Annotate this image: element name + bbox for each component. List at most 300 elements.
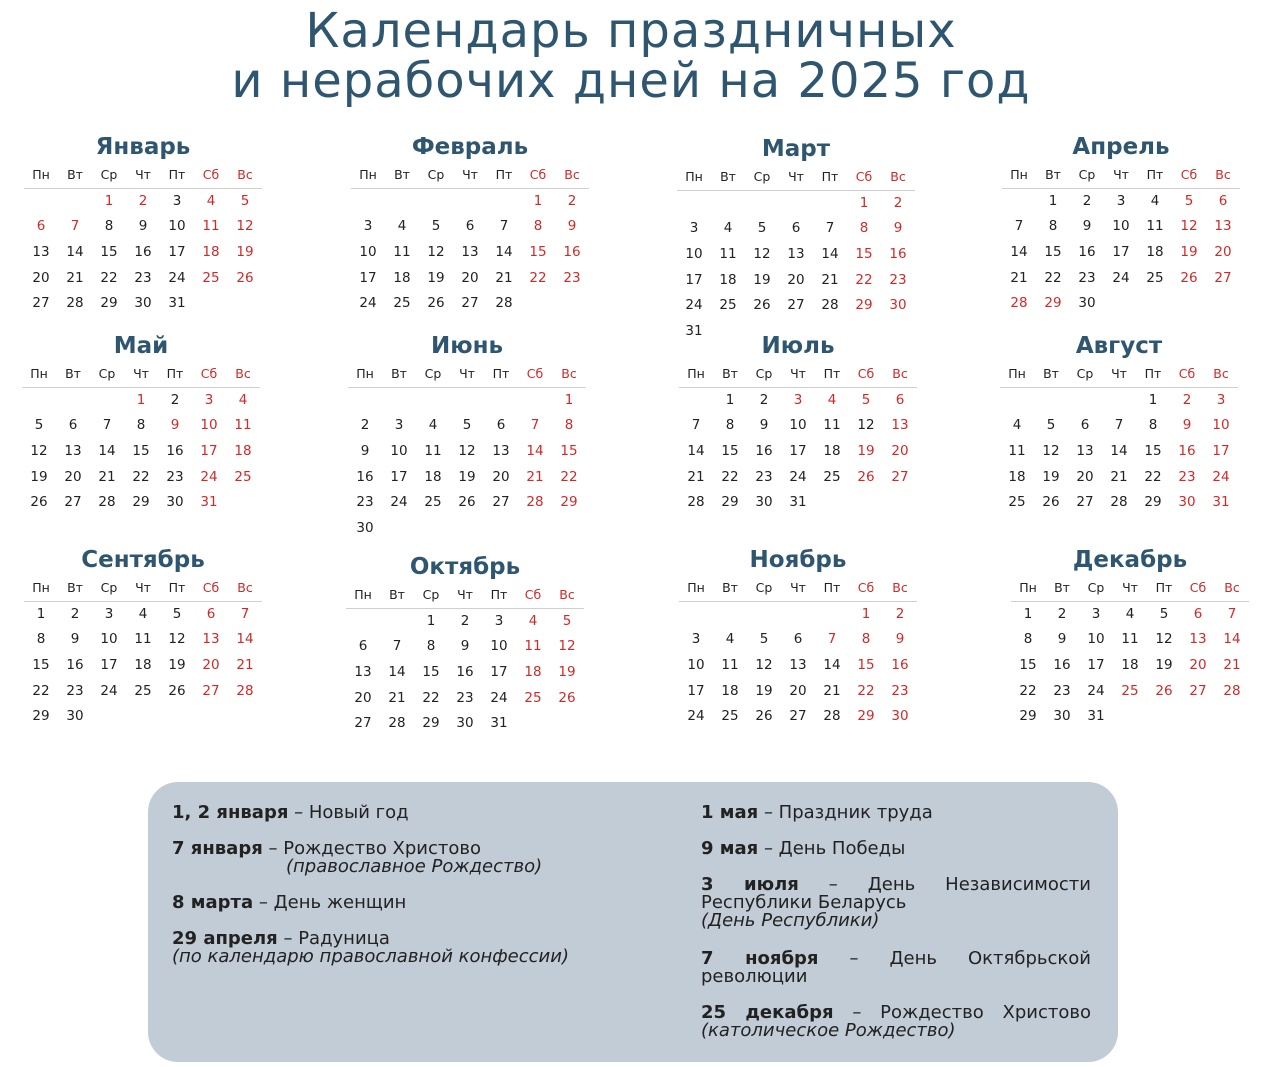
holiday-note: (католическое Рождество) xyxy=(701,1020,956,1041)
day-cell-holiday: 10 xyxy=(200,417,218,434)
day-cell: 31 xyxy=(168,295,186,312)
weekday-header: Вт xyxy=(713,361,747,388)
empty-cell xyxy=(1000,388,1034,414)
day-cell: 19 xyxy=(30,468,48,485)
day-cell: 28 xyxy=(1110,494,1128,511)
day-cell-holiday: 4 xyxy=(238,391,248,408)
empty-cell xyxy=(779,191,813,217)
day-cell: 31 xyxy=(1087,708,1105,725)
day-cell: 27 xyxy=(461,295,479,312)
day-cell-holiday: 26 xyxy=(1180,269,1198,286)
weekday-header: Пт xyxy=(482,582,516,609)
day-cell-holiday: 18 xyxy=(202,244,220,261)
day-cell-holiday: 16 xyxy=(1178,443,1196,460)
day-cell: 8 xyxy=(36,631,46,648)
day-cell-holiday: 24 xyxy=(200,468,218,485)
day-cell: 24 xyxy=(687,708,705,725)
empty-cell xyxy=(346,609,380,635)
page-title xyxy=(0,3,1262,109)
day-cell: 24 xyxy=(490,689,508,706)
day-cell: 23 xyxy=(166,468,184,485)
day-cell-holiday: 4 xyxy=(827,391,837,408)
day-cell: 14 xyxy=(1010,244,1028,261)
weekday-header: Вт xyxy=(1036,162,1070,189)
weekday-header: Пн xyxy=(1000,361,1034,388)
day-cell-holiday: 5 xyxy=(240,192,250,209)
day-cell-holiday: 13 xyxy=(891,417,909,434)
day-cell-holiday: 1 xyxy=(859,194,869,211)
day-cell-holiday: 9 xyxy=(893,220,903,237)
day-cell: 21 xyxy=(388,689,406,706)
day-cell: 18 xyxy=(719,271,737,288)
day-cell: 21 xyxy=(823,682,841,699)
day-cell: 7 xyxy=(691,417,701,434)
day-cell-holiday: 29 xyxy=(857,708,875,725)
day-cell: 3 xyxy=(104,605,114,622)
day-cell-holiday: 26 xyxy=(558,689,576,706)
day-cell-holiday: 7 xyxy=(240,605,250,622)
day-cell: 16 xyxy=(1078,244,1096,261)
day-cell-holiday: 14 xyxy=(526,443,544,460)
day-cell: 19 xyxy=(427,269,445,286)
day-cell-holiday: 12 xyxy=(1180,218,1198,235)
weekday-header: Пт xyxy=(1147,575,1181,602)
day-cell: 26 xyxy=(755,708,773,725)
day-cell: 5 xyxy=(172,605,182,622)
day-cell: 18 xyxy=(393,269,411,286)
month-october xyxy=(346,552,584,737)
day-cell: 12 xyxy=(1155,631,1173,648)
day-cell: 2 xyxy=(460,612,470,629)
weekday-header: Вс xyxy=(228,575,262,602)
day-cell: 20 xyxy=(64,468,82,485)
weekday-header: Вс xyxy=(881,164,915,191)
day-cell-holiday: 20 xyxy=(891,443,909,460)
day-cell-holiday: 8 xyxy=(564,417,574,434)
day-cell: 17 xyxy=(687,682,705,699)
day-cell: 19 xyxy=(458,468,476,485)
day-cell-holiday: 19 xyxy=(558,664,576,681)
day-cell: 25 xyxy=(823,468,841,485)
day-cell-holiday: 21 xyxy=(1223,657,1241,674)
day-cell: 6 xyxy=(358,638,368,655)
day-cell: 17 xyxy=(359,269,377,286)
day-cell: 3 xyxy=(1116,192,1126,209)
day-cell: 1 xyxy=(1048,192,1058,209)
holiday-date: 29 апреля xyxy=(172,928,278,949)
day-cell-holiday: 29 xyxy=(1044,295,1062,312)
day-cell: 10 xyxy=(168,218,186,235)
day-cell: 17 xyxy=(685,271,703,288)
day-cell: 15 xyxy=(422,664,440,681)
day-cell-holiday: 28 xyxy=(1010,295,1028,312)
day-cell: 11 xyxy=(1146,218,1164,235)
month-grid xyxy=(346,582,584,737)
month-name: Март xyxy=(761,136,831,162)
day-cell: 7 xyxy=(825,220,835,237)
weekday-header: Чт xyxy=(781,575,815,602)
day-cell: 4 xyxy=(428,417,438,434)
day-cell: 11 xyxy=(719,246,737,263)
day-cell: 15 xyxy=(1144,443,1162,460)
day-cell: 27 xyxy=(32,295,50,312)
weekday-header: Сб xyxy=(1172,162,1206,189)
day-cell-holiday: 28 xyxy=(526,494,544,511)
holiday-date: 1 мая xyxy=(701,802,759,823)
day-cell: 4 xyxy=(138,605,148,622)
day-cell-holiday: 7 xyxy=(70,218,80,235)
empty-cell xyxy=(382,388,416,414)
day-cell-holiday: 27 xyxy=(202,682,220,699)
day-cell-holiday: 25 xyxy=(1121,682,1139,699)
day-cell: 23 xyxy=(456,689,474,706)
day-cell: 9 xyxy=(70,631,80,648)
weekday-header: Сб xyxy=(1170,361,1204,388)
weekday-header: Сб xyxy=(847,164,881,191)
day-cell: 22 xyxy=(1019,682,1037,699)
day-cell-holiday: 27 xyxy=(891,468,909,485)
day-cell: 14 xyxy=(66,244,84,261)
day-cell: 26 xyxy=(30,494,48,511)
weekday-header: Ср xyxy=(92,575,126,602)
day-cell: 2 xyxy=(759,391,769,408)
weekday-header: Сб xyxy=(521,162,555,189)
empty-cell xyxy=(813,191,847,217)
holiday-text: – День Независимости xyxy=(828,874,1091,895)
day-cell-holiday: 11 xyxy=(234,417,252,434)
weekday-header: Сб xyxy=(1181,575,1215,602)
day-cell: 23 xyxy=(134,269,152,286)
day-cell: 4 xyxy=(1012,417,1022,434)
day-cell: 24 xyxy=(1112,269,1130,286)
day-cell: 10 xyxy=(1112,218,1130,235)
day-cell: 10 xyxy=(490,638,508,655)
day-cell: 26 xyxy=(427,295,445,312)
weekday-header: Пт xyxy=(1138,162,1172,189)
day-cell: 22 xyxy=(422,689,440,706)
month-december xyxy=(1011,545,1249,730)
day-cell: 23 xyxy=(356,494,374,511)
day-cell: 27 xyxy=(64,494,82,511)
day-cell: 24 xyxy=(1087,682,1105,699)
empty-cell xyxy=(24,189,58,215)
month-grid xyxy=(1011,575,1249,730)
holiday-womens-day xyxy=(172,894,642,912)
day-cell-holiday: 3 xyxy=(204,391,214,408)
day-cell: 25 xyxy=(1008,494,1026,511)
empty-cell xyxy=(484,388,518,414)
weekday-header: Вс xyxy=(552,361,586,388)
empty-cell xyxy=(713,602,747,628)
weekday-header: Чт xyxy=(453,162,487,189)
day-cell: 30 xyxy=(1053,708,1071,725)
day-cell: 12 xyxy=(753,246,771,263)
month-grid xyxy=(348,361,586,542)
day-cell: 15 xyxy=(721,443,739,460)
day-cell: 19 xyxy=(755,682,773,699)
day-cell: 5 xyxy=(431,218,441,235)
day-cell-holiday: 22 xyxy=(560,468,578,485)
day-cell: 2 xyxy=(170,391,180,408)
holiday-october-revolution xyxy=(701,950,1091,986)
day-cell: 11 xyxy=(1008,443,1026,460)
day-cell-holiday: 15 xyxy=(857,657,875,674)
day-cell-holiday: 20 xyxy=(202,657,220,674)
holiday-text: – Рождество Христово xyxy=(852,1002,1091,1023)
weekday-header: Ср xyxy=(747,575,781,602)
weekday-header: Ср xyxy=(92,162,126,189)
day-cell-holiday: 1 xyxy=(533,192,543,209)
day-cell: 19 xyxy=(1155,657,1173,674)
weekday-header: Вт xyxy=(1034,361,1068,388)
day-cell: 23 xyxy=(755,468,773,485)
month-name: Сентябрь xyxy=(81,547,205,573)
day-cell: 10 xyxy=(1087,631,1105,648)
empty-cell xyxy=(416,388,450,414)
holiday-catholic-christmas xyxy=(701,1004,1091,1040)
day-cell-holiday: 11 xyxy=(202,218,220,235)
day-cell: 23 xyxy=(1078,269,1096,286)
empty-cell xyxy=(58,189,92,215)
weekday-header: Ср xyxy=(747,361,781,388)
month-april xyxy=(1002,132,1240,317)
day-cell: 9 xyxy=(138,218,148,235)
weekday-header: Чт xyxy=(779,164,813,191)
holiday-independence-day xyxy=(701,876,1091,930)
day-cell: 22 xyxy=(32,682,50,699)
day-cell: 20 xyxy=(787,271,805,288)
day-cell-holiday: 1 xyxy=(861,605,871,622)
weekday-header: Вт xyxy=(385,162,419,189)
month-name: Май xyxy=(113,333,169,359)
day-cell: 27 xyxy=(492,494,510,511)
day-cell: 18 xyxy=(823,443,841,460)
day-cell: 1 xyxy=(725,391,735,408)
day-cell-holiday: 12 xyxy=(236,218,254,235)
day-cell: 22 xyxy=(1044,269,1062,286)
day-cell: 8 xyxy=(104,218,114,235)
month-march xyxy=(677,134,915,345)
day-cell: 27 xyxy=(1076,494,1094,511)
day-cell: 20 xyxy=(492,468,510,485)
month-grid xyxy=(1000,361,1238,516)
day-cell-holiday: 14 xyxy=(1223,631,1241,648)
day-cell: 30 xyxy=(356,520,374,537)
empty-cell xyxy=(781,602,815,628)
day-cell: 19 xyxy=(168,657,186,674)
day-cell-holiday: 3 xyxy=(793,391,803,408)
holiday-text: – Радуница xyxy=(283,928,390,949)
day-cell: 21 xyxy=(66,269,84,286)
month-name: Июнь xyxy=(430,333,504,359)
empty-cell xyxy=(453,189,487,215)
day-cell-holiday: 1 xyxy=(104,192,114,209)
month-july xyxy=(679,331,917,516)
month-name: Ноябрь xyxy=(749,547,847,573)
weekday-header: Пн xyxy=(679,361,713,388)
day-cell-holiday: 2 xyxy=(893,194,903,211)
day-cell-holiday: 16 xyxy=(563,244,581,261)
day-cell: 29 xyxy=(132,494,150,511)
day-cell: 10 xyxy=(687,657,705,674)
day-cell-holiday: 13 xyxy=(1189,631,1207,648)
day-cell: 14 xyxy=(98,443,116,460)
month-name: Август xyxy=(1075,333,1163,359)
day-cell: 28 xyxy=(98,494,116,511)
holiday-date: 25 декабря xyxy=(701,1002,834,1023)
day-cell: 8 xyxy=(725,417,735,434)
day-cell: 29 xyxy=(1019,708,1037,725)
day-cell: 17 xyxy=(168,244,186,261)
weekday-header: Пн xyxy=(1011,575,1045,602)
day-cell: 15 xyxy=(1044,244,1062,261)
month-name: Апрель xyxy=(1072,134,1170,160)
day-cell: 10 xyxy=(390,443,408,460)
month-grid xyxy=(679,575,917,730)
weekday-header: Пн xyxy=(22,361,56,388)
day-cell: 14 xyxy=(821,246,839,263)
weekday-header: Пт xyxy=(160,575,194,602)
weekday-header: Ср xyxy=(1079,575,1113,602)
day-cell-holiday: 1 xyxy=(136,391,146,408)
empty-cell xyxy=(348,388,382,414)
day-cell: 27 xyxy=(354,715,372,732)
month-grid xyxy=(22,361,260,516)
weekday-header: Вт xyxy=(382,361,416,388)
day-cell: 9 xyxy=(460,638,470,655)
month-grid xyxy=(1002,162,1240,317)
day-cell-holiday: 5 xyxy=(861,391,871,408)
weekday-header: Вс xyxy=(883,361,917,388)
day-cell: 22 xyxy=(132,468,150,485)
holiday-new-year xyxy=(172,804,642,822)
empty-cell xyxy=(450,388,484,414)
weekday-header: Вс xyxy=(883,575,917,602)
empty-cell xyxy=(518,388,552,414)
title-line-2: и нерабочих дней на 2025 год xyxy=(231,53,1031,109)
day-cell-holiday: 19 xyxy=(857,443,875,460)
day-cell-holiday: 21 xyxy=(526,468,544,485)
holiday-text: – День Октябрьской xyxy=(849,948,1091,969)
weekday-header: Чт xyxy=(448,582,482,609)
day-cell: 24 xyxy=(685,297,703,314)
month-august xyxy=(1000,331,1238,516)
holiday-text-cont: революции xyxy=(701,966,808,987)
day-cell: 9 xyxy=(1082,218,1092,235)
weekday-header: Вс xyxy=(1215,575,1249,602)
weekday-header: Ср xyxy=(414,582,448,609)
day-cell: 27 xyxy=(787,297,805,314)
weekday-header: Сб xyxy=(518,361,552,388)
day-cell-holiday: 23 xyxy=(1178,468,1196,485)
holiday-text: – Рождество Христово xyxy=(268,838,482,859)
holiday-victory-day xyxy=(701,840,1091,858)
weekday-header: Пн xyxy=(351,162,385,189)
weekday-header: Чт xyxy=(1113,575,1147,602)
day-cell: 4 xyxy=(725,631,735,648)
day-cell: 25 xyxy=(393,295,411,312)
holiday-date: 3 июля xyxy=(701,874,799,895)
weekday-header: Чт xyxy=(126,575,160,602)
day-cell-holiday: 20 xyxy=(1214,244,1232,261)
weekday-header: Чт xyxy=(1102,361,1136,388)
day-cell-holiday: 26 xyxy=(236,269,254,286)
day-cell-holiday: 27 xyxy=(1189,682,1207,699)
day-cell: 5 xyxy=(462,417,472,434)
day-cell: 16 xyxy=(755,443,773,460)
day-cell-holiday: 8 xyxy=(861,631,871,648)
month-name: Декабрь xyxy=(1072,547,1188,573)
weekday-header: Вс xyxy=(550,582,584,609)
day-cell: 10 xyxy=(359,244,377,261)
day-cell: 21 xyxy=(1010,269,1028,286)
day-cell: 14 xyxy=(1110,443,1128,460)
day-cell: 20 xyxy=(354,689,372,706)
day-cell: 3 xyxy=(1091,605,1101,622)
day-cell: 18 xyxy=(134,657,152,674)
month-january xyxy=(24,132,262,317)
day-cell: 5 xyxy=(1046,417,1056,434)
month-november xyxy=(679,545,917,730)
day-cell: 25 xyxy=(721,708,739,725)
day-cell: 24 xyxy=(390,494,408,511)
weekday-header: Вс xyxy=(1204,361,1238,388)
day-cell: 5 xyxy=(757,220,767,237)
day-cell: 13 xyxy=(1076,443,1094,460)
day-cell: 10 xyxy=(789,417,807,434)
day-cell: 31 xyxy=(789,494,807,511)
day-cell: 21 xyxy=(687,468,705,485)
day-cell: 30 xyxy=(1078,295,1096,312)
day-cell: 12 xyxy=(1042,443,1060,460)
day-cell: 14 xyxy=(687,443,705,460)
day-cell: 24 xyxy=(168,269,186,286)
day-cell-holiday: 23 xyxy=(563,269,581,286)
day-cell: 18 xyxy=(1008,468,1026,485)
weekday-header: Пт xyxy=(160,162,194,189)
empty-cell xyxy=(1102,388,1136,414)
day-cell: 6 xyxy=(68,417,78,434)
day-cell-holiday: 22 xyxy=(857,682,875,699)
day-cell: 16 xyxy=(356,468,374,485)
day-cell: 12 xyxy=(30,443,48,460)
holiday-text: – День Победы xyxy=(763,838,906,859)
holiday-date: 8 марта xyxy=(172,892,254,913)
day-cell: 29 xyxy=(721,494,739,511)
day-cell: 12 xyxy=(168,631,186,648)
day-cell: 27 xyxy=(789,708,807,725)
day-cell: 12 xyxy=(755,657,773,674)
day-cell: 16 xyxy=(456,664,474,681)
day-cell: 7 xyxy=(1014,218,1024,235)
month-grid xyxy=(351,162,589,317)
day-cell-holiday: 17 xyxy=(200,443,218,460)
day-cell: 16 xyxy=(166,443,184,460)
day-cell: 11 xyxy=(134,631,152,648)
day-cell-holiday: 10 xyxy=(1212,417,1230,434)
weekday-header: Сб xyxy=(194,162,228,189)
empty-cell xyxy=(745,191,779,217)
day-cell-holiday: 27 xyxy=(1214,269,1232,286)
day-cell: 23 xyxy=(1053,682,1071,699)
weekday-header: Пт xyxy=(158,361,192,388)
day-cell-holiday: 6 xyxy=(895,391,905,408)
weekday-header: Вт xyxy=(713,575,747,602)
day-cell: 4 xyxy=(723,220,733,237)
weekday-header: Пн xyxy=(679,575,713,602)
day-cell: 20 xyxy=(32,269,50,286)
day-cell-holiday: 6 xyxy=(1218,192,1228,209)
